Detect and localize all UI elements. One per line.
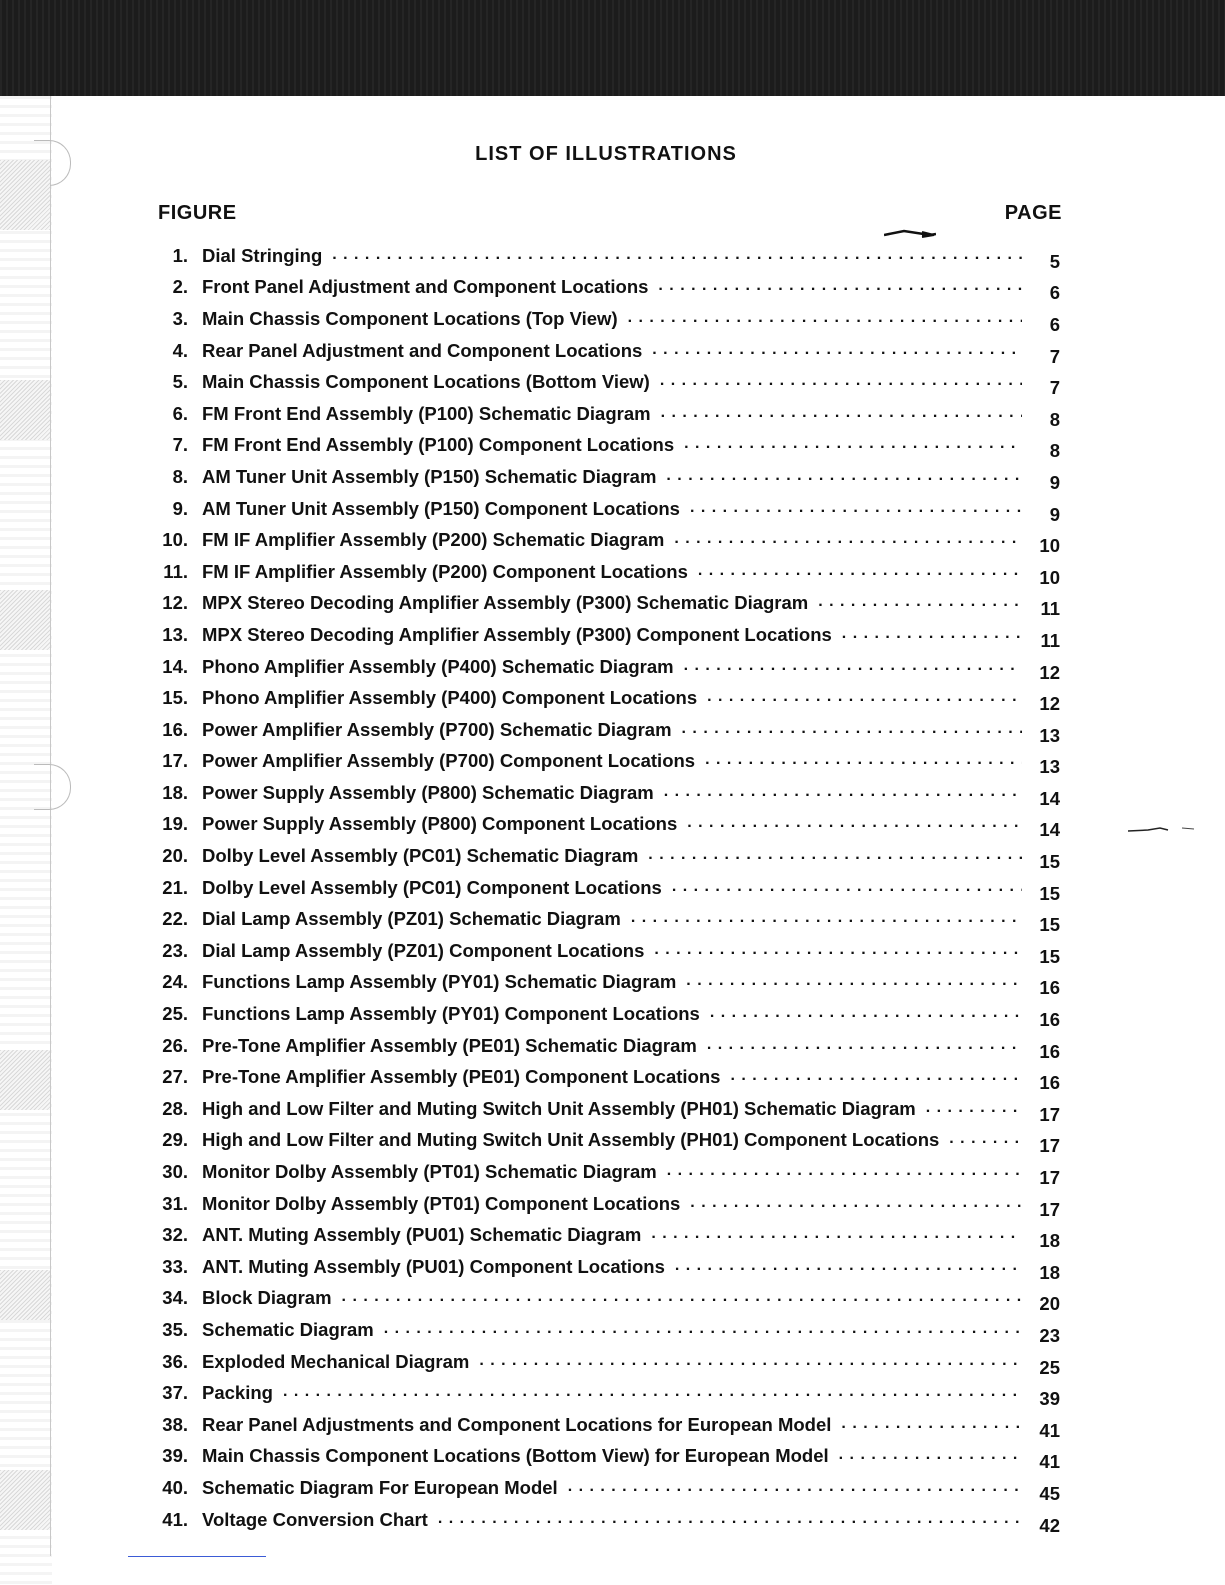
figure-number: 24. bbox=[162, 971, 188, 993]
list-item bbox=[150, 272, 1060, 304]
page-number: 5 bbox=[1049, 250, 1060, 272]
page-number: 10 bbox=[1039, 566, 1060, 588]
figure-title: Phono Amplifier Assembly (P400) Schematic Diagram bbox=[202, 655, 674, 677]
list-item bbox=[150, 903, 1060, 935]
margin-pen-mark-icon bbox=[1128, 826, 1198, 834]
list-item bbox=[150, 651, 1060, 683]
figure-number: 33. bbox=[162, 1255, 188, 1277]
figure-number: 9. bbox=[172, 497, 188, 519]
figure-title: FM IF Amplifier Assembly (P200) Component Locations bbox=[202, 560, 688, 582]
page-number: 17 bbox=[1039, 1103, 1060, 1125]
dot-leader bbox=[926, 1099, 1022, 1119]
figure-number: 2. bbox=[172, 276, 188, 298]
page-number: 17 bbox=[1039, 1167, 1060, 1189]
list-item bbox=[150, 967, 1060, 999]
dot-leader bbox=[690, 1194, 1022, 1214]
dot-leader bbox=[842, 625, 1022, 645]
list-item bbox=[150, 366, 1060, 398]
figure-number: 36. bbox=[162, 1350, 188, 1372]
list-item bbox=[150, 1030, 1060, 1062]
list-item bbox=[150, 1314, 1060, 1346]
figure-number: 35. bbox=[162, 1318, 188, 1340]
list-item bbox=[150, 1125, 1060, 1157]
list-item bbox=[150, 1377, 1060, 1409]
figure-title: Front Panel Adjustment and Component Locations bbox=[202, 276, 649, 298]
dot-leader bbox=[841, 1415, 1022, 1435]
page-number: 41 bbox=[1039, 1451, 1060, 1473]
figure-title: Dolby Level Assembly (PC01) Component Locations bbox=[202, 876, 662, 898]
figure-title: Dial Lamp Assembly (PZ01) Component Locations bbox=[202, 939, 645, 961]
scan-artifact bbox=[0, 1270, 50, 1320]
dot-leader bbox=[730, 1067, 1022, 1087]
bottom-link-underline bbox=[128, 1556, 266, 1557]
figure-number: 39. bbox=[162, 1445, 188, 1467]
scan-artifact bbox=[0, 590, 50, 650]
figure-number: 34. bbox=[162, 1287, 188, 1309]
figure-title: Main Chassis Component Locations (Bottom View) bbox=[202, 371, 650, 393]
figure-column-header: FIGURE bbox=[158, 202, 237, 224]
dot-leader bbox=[698, 562, 1022, 582]
dot-leader bbox=[651, 1225, 1022, 1245]
figure-title: AM Tuner Unit Assembly (P150) Schematic Diagram bbox=[202, 465, 657, 487]
figure-title: AM Tuner Unit Assembly (P150) Component Locations bbox=[202, 497, 680, 519]
dot-leader bbox=[658, 277, 1022, 297]
dot-leader bbox=[672, 878, 1022, 898]
dot-leader bbox=[682, 720, 1022, 740]
list-item bbox=[150, 1346, 1060, 1378]
figure-title: Main Chassis Component Locations (Top View) bbox=[202, 307, 618, 329]
figure-title: Monitor Dolby Assembly (PT01) Schematic Diagram bbox=[202, 1161, 657, 1183]
figure-title: Voltage Conversion Chart bbox=[202, 1508, 428, 1530]
list-item bbox=[150, 588, 1060, 620]
figure-title: Power Supply Assembly (P800) Component Locations bbox=[202, 813, 678, 835]
page-edge-line bbox=[50, 96, 51, 1556]
figure-title: Dial Stringing bbox=[202, 244, 323, 266]
list-item bbox=[150, 430, 1060, 462]
dot-leader bbox=[839, 1446, 1022, 1466]
figure-title: MPX Stereo Decoding Amplifier Assembly (P300) Component Locations bbox=[202, 623, 832, 645]
scan-artifact bbox=[0, 1050, 50, 1110]
page-number: 6 bbox=[1049, 313, 1060, 335]
page-number: 17 bbox=[1039, 1198, 1060, 1220]
page-number: 39 bbox=[1039, 1388, 1060, 1410]
list-item bbox=[150, 398, 1060, 430]
list-item bbox=[150, 1441, 1060, 1473]
dot-leader bbox=[675, 1257, 1022, 1277]
figure-number: 19. bbox=[162, 813, 188, 835]
figure-title: Schematic Diagram For European Model bbox=[202, 1476, 558, 1498]
figure-number: 27. bbox=[162, 1066, 188, 1088]
list-item bbox=[150, 935, 1060, 967]
list-item bbox=[150, 777, 1060, 809]
dot-leader bbox=[674, 530, 1022, 550]
dot-leader bbox=[666, 467, 1022, 487]
binder-hole-icon bbox=[34, 764, 71, 810]
figure-title: Functions Lamp Assembly (PY01) Schematic Diagram bbox=[202, 971, 677, 993]
figure-number: 26. bbox=[162, 1034, 188, 1056]
list-item bbox=[150, 556, 1060, 588]
scanned-header-band bbox=[0, 0, 1225, 96]
figure-number: 32. bbox=[162, 1224, 188, 1246]
page-number: 45 bbox=[1039, 1482, 1060, 1504]
page-number: 20 bbox=[1039, 1293, 1060, 1315]
list-item bbox=[150, 746, 1060, 778]
figure-title: FM IF Amplifier Assembly (P200) Schematic Diagram bbox=[202, 529, 665, 551]
list-item bbox=[150, 1251, 1060, 1283]
list-item bbox=[150, 998, 1060, 1030]
list-item bbox=[150, 1219, 1060, 1251]
page-number: 7 bbox=[1049, 377, 1060, 399]
page-number: 18 bbox=[1039, 1261, 1060, 1283]
figure-title: Pre-Tone Amplifier Assembly (PE01) Component Locations bbox=[202, 1066, 721, 1088]
dot-leader bbox=[568, 1478, 1022, 1498]
figure-title: Exploded Mechanical Diagram bbox=[202, 1350, 470, 1372]
figure-number: 6. bbox=[172, 402, 188, 424]
figure-title: Monitor Dolby Assembly (PT01) Component Locations bbox=[202, 1192, 681, 1214]
dot-leader bbox=[707, 1036, 1022, 1056]
list-item bbox=[150, 1156, 1060, 1188]
dot-leader bbox=[652, 341, 1022, 361]
figure-title: Packing bbox=[202, 1382, 273, 1404]
figure-number: 10. bbox=[162, 529, 188, 551]
figure-number: 3. bbox=[172, 307, 188, 329]
figure-number: 40. bbox=[162, 1476, 188, 1498]
scanned-left-margin bbox=[0, 96, 52, 1585]
figure-title: Main Chassis Component Locations (Bottom View) for European Model bbox=[202, 1445, 829, 1467]
figure-title: Power Amplifier Assembly (P700) Schematic Diagram bbox=[202, 718, 672, 740]
page-number: 16 bbox=[1039, 977, 1060, 999]
figure-title: High and Low Filter and Muting Switch Unit Assembly (PH01) Schematic Diagram bbox=[202, 1097, 916, 1119]
list-item bbox=[150, 1061, 1060, 1093]
list-item bbox=[150, 619, 1060, 651]
figure-number: 38. bbox=[162, 1413, 188, 1435]
dot-leader bbox=[438, 1510, 1022, 1530]
list-item bbox=[150, 335, 1060, 367]
page-number: 7 bbox=[1049, 345, 1060, 367]
list-item bbox=[150, 1504, 1060, 1536]
list-item bbox=[150, 1283, 1060, 1315]
list-item bbox=[150, 872, 1060, 904]
figure-number: 13. bbox=[162, 623, 188, 645]
figure-title: High and Low Filter and Muting Switch Unit Assembly (PH01) Component Locations bbox=[202, 1129, 940, 1151]
dot-leader bbox=[654, 941, 1022, 961]
dot-leader bbox=[705, 751, 1022, 771]
list-item bbox=[150, 303, 1060, 335]
list-item bbox=[150, 809, 1060, 841]
page-number: 11 bbox=[1040, 598, 1060, 620]
figure-number: 37. bbox=[162, 1382, 188, 1404]
figure-number: 8. bbox=[172, 465, 188, 487]
scan-artifact bbox=[0, 160, 50, 230]
figure-number: 31. bbox=[162, 1192, 188, 1214]
page-number: 15 bbox=[1039, 851, 1060, 873]
dot-leader bbox=[818, 593, 1022, 613]
figure-title: Rear Panel Adjustments and Component Locations for European Model bbox=[202, 1413, 832, 1435]
figure-number: 18. bbox=[162, 781, 188, 803]
page-number: 14 bbox=[1039, 819, 1060, 841]
figure-title: Power Supply Assembly (P800) Schematic Diagram bbox=[202, 781, 654, 803]
figure-number: 14. bbox=[162, 655, 188, 677]
page-number: 14 bbox=[1039, 787, 1060, 809]
figure-number: 12. bbox=[162, 592, 188, 614]
list-item bbox=[150, 1188, 1060, 1220]
figure-number: 21. bbox=[162, 876, 188, 898]
dot-leader bbox=[684, 435, 1022, 455]
page-number: 8 bbox=[1049, 440, 1060, 462]
figure-title: Dial Lamp Assembly (PZ01) Schematic Diagram bbox=[202, 908, 621, 930]
list-item bbox=[150, 840, 1060, 872]
page-number: 8 bbox=[1049, 408, 1060, 430]
figure-number: 29. bbox=[162, 1129, 188, 1151]
illustrations-list bbox=[150, 240, 1060, 1535]
page-number: 12 bbox=[1039, 693, 1060, 715]
figure-number: 16. bbox=[162, 718, 188, 740]
dot-leader bbox=[342, 1288, 1022, 1308]
figure-number: 17. bbox=[162, 750, 188, 772]
page-number: 41 bbox=[1039, 1419, 1060, 1441]
figure-title: Phono Amplifier Assembly (P400) Component Locations bbox=[202, 687, 698, 709]
figure-number: 41. bbox=[162, 1508, 188, 1530]
figure-title: FM Front End Assembly (P100) Schematic Diagram bbox=[202, 402, 651, 424]
page-number: 15 bbox=[1039, 882, 1060, 904]
list-item bbox=[150, 461, 1060, 493]
figure-title: FM Front End Assembly (P100) Component Locations bbox=[202, 434, 675, 456]
dot-leader bbox=[283, 1383, 1022, 1403]
figure-title: ANT. Muting Assembly (PU01) Component Locations bbox=[202, 1255, 665, 1277]
page-title: LIST OF ILLUSTRATIONS bbox=[475, 143, 737, 165]
figure-number: 25. bbox=[162, 1003, 188, 1025]
scan-artifact bbox=[0, 380, 50, 440]
page-number: 17 bbox=[1039, 1135, 1060, 1157]
page-number: 13 bbox=[1039, 724, 1060, 746]
list-item bbox=[150, 240, 1060, 272]
page-number: 23 bbox=[1039, 1324, 1060, 1346]
figure-number: 11. bbox=[163, 560, 188, 582]
dot-leader bbox=[631, 909, 1022, 929]
figure-title: Block Diagram bbox=[202, 1287, 332, 1309]
figure-number: 1. bbox=[172, 244, 188, 266]
list-item bbox=[150, 1093, 1060, 1125]
list-item bbox=[150, 524, 1060, 556]
page-number: 11 bbox=[1040, 629, 1060, 651]
page-number: 16 bbox=[1039, 1040, 1060, 1062]
page-number: 15 bbox=[1039, 914, 1060, 936]
list-item bbox=[150, 1472, 1060, 1504]
dot-leader bbox=[690, 499, 1022, 519]
figure-number: 4. bbox=[172, 339, 188, 361]
figure-title: Rear Panel Adjustment and Component Locations bbox=[202, 339, 643, 361]
figure-number: 30. bbox=[162, 1161, 188, 1183]
figure-number: 7. bbox=[172, 434, 188, 456]
list-item bbox=[150, 682, 1060, 714]
handwritten-arrow-icon bbox=[884, 229, 936, 239]
dot-leader bbox=[660, 372, 1022, 392]
figure-title: Schematic Diagram bbox=[202, 1318, 374, 1340]
figure-number: 23. bbox=[162, 939, 188, 961]
dot-leader bbox=[687, 814, 1022, 834]
dot-leader bbox=[332, 246, 1022, 266]
dot-leader bbox=[479, 1352, 1022, 1372]
figure-number: 20. bbox=[162, 845, 188, 867]
figure-title: MPX Stereo Decoding Amplifier Assembly (P300) Schematic Diagram bbox=[202, 592, 809, 614]
figure-title: Power Amplifier Assembly (P700) Component Locations bbox=[202, 750, 696, 772]
page-number: 18 bbox=[1039, 1230, 1060, 1252]
page-number: 15 bbox=[1039, 945, 1060, 967]
scan-artifact bbox=[0, 1470, 50, 1530]
figure-title: ANT. Muting Assembly (PU01) Schematic Diagram bbox=[202, 1224, 642, 1246]
page-number: 25 bbox=[1039, 1356, 1060, 1378]
page-column-header: PAGE bbox=[1004, 202, 1062, 224]
figure-number: 15. bbox=[162, 687, 188, 709]
dot-leader bbox=[664, 783, 1022, 803]
dot-leader bbox=[628, 309, 1022, 329]
figure-title: Pre-Tone Amplifier Assembly (PE01) Schematic Diagram bbox=[202, 1034, 697, 1056]
dot-leader bbox=[686, 972, 1022, 992]
figure-number: 5. bbox=[172, 371, 188, 393]
figure-title: Dolby Level Assembly (PC01) Schematic Diagram bbox=[202, 845, 639, 867]
list-item bbox=[150, 1409, 1060, 1441]
page-number: 6 bbox=[1049, 282, 1060, 304]
dot-leader bbox=[648, 846, 1022, 866]
page-number: 42 bbox=[1039, 1514, 1060, 1536]
list-item bbox=[150, 714, 1060, 746]
page-number: 10 bbox=[1039, 535, 1060, 557]
page-number: 16 bbox=[1039, 1072, 1060, 1094]
dot-leader bbox=[707, 688, 1022, 708]
page-number: 13 bbox=[1039, 756, 1060, 778]
scan-noise bbox=[0, 0, 1225, 96]
page-number: 16 bbox=[1039, 1009, 1060, 1031]
dot-leader bbox=[667, 1162, 1022, 1182]
figure-number: 22. bbox=[162, 908, 188, 930]
dot-leader bbox=[949, 1130, 1022, 1150]
figure-title: Functions Lamp Assembly (PY01) Component Locations bbox=[202, 1003, 700, 1025]
list-item bbox=[150, 493, 1060, 525]
figure-number: 28. bbox=[162, 1097, 188, 1119]
page-number: 9 bbox=[1049, 471, 1060, 493]
page-number: 12 bbox=[1039, 661, 1060, 683]
page-number: 9 bbox=[1049, 503, 1060, 525]
dot-leader bbox=[384, 1320, 1022, 1340]
dot-leader bbox=[684, 657, 1022, 677]
dot-leader bbox=[710, 1004, 1022, 1024]
dot-leader bbox=[661, 404, 1022, 424]
